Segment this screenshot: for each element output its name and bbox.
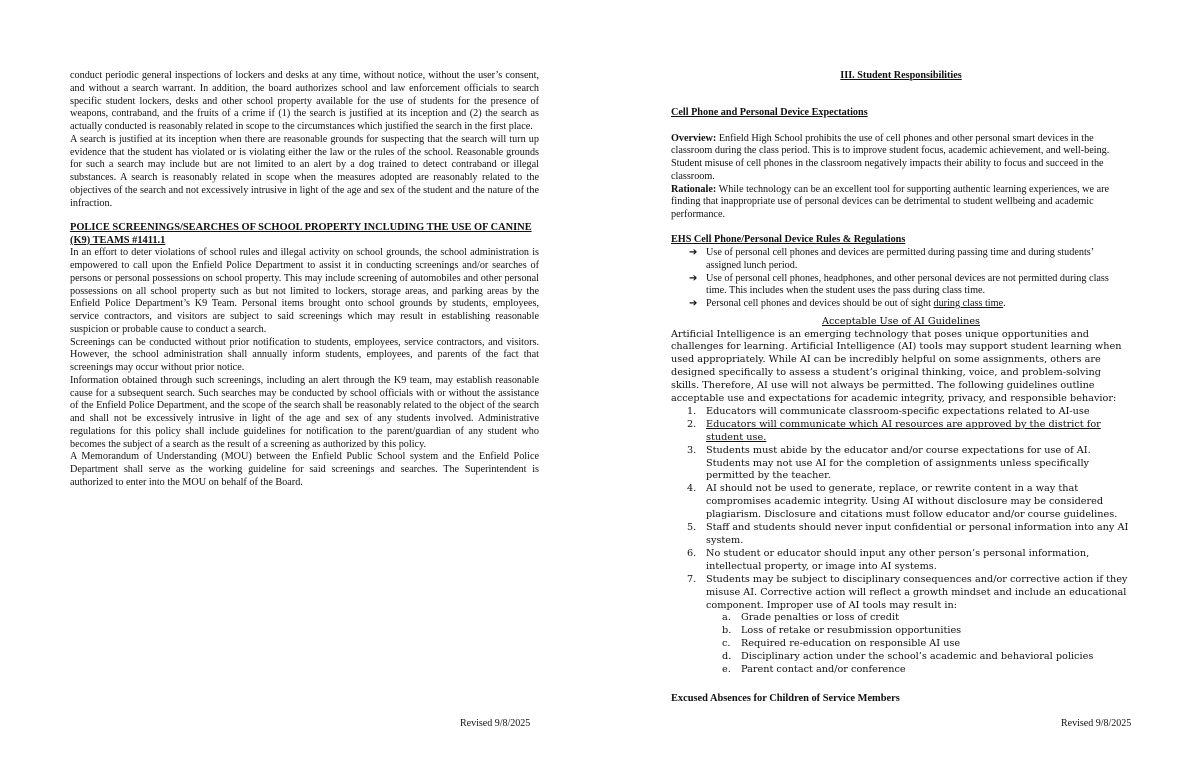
cell-phone-expectations-heading: Cell Phone and Personal Device Expectations: [671, 107, 868, 119]
list-item: [689, 298, 1131, 311]
list-item-text: Students must abide by the educator and/or course expectations for use of AI. Students may not use AI for the completion of assignments unless specifically permitted by the teacher.: [706, 444, 1091, 482]
list-item: [706, 651, 1131, 664]
rule-text: Personal cell phones and devices should be out of sight: [706, 297, 934, 309]
ai-intro-paragraph: Artificial Intelligence is an emerging technology that poses unique opportunities and challenges for learning. Artificial Intelligence (AI) tools may support student learning when used appropriately. While AI can be incredibly helpful on some assignments, others are designed specifically to assess a student’s original thinking, voice, and problem-solving skills. Therefore, AI use will not always be permitted. The following guidelines outline acceptable use and expectations for academic integrity, privacy, and responsible behavior:: [671, 328, 1122, 405]
arrow-right-icon: ➔: [689, 247, 698, 259]
locker-inspection-paragraph: conduct periodic general inspections of lockers and desks at any time, without notice, without the user’s consent, and without a search warrant. In addition, the board authorizes school and law enforcement officials to search specific student lockers, desks and other school property available for the use of students for the presence of weapons, contraband, and the fruits of a crime if (1) the search is justified at its inception and (2) the search as actually conducted is reasonably related in scope to the circumstances which justified the search in the first place.: [70, 70, 539, 132]
right-column: [671, 70, 1131, 677]
rationale-label: Rationale:: [671, 183, 717, 195]
list-item: [706, 625, 1131, 638]
list-item: [689, 273, 1131, 298]
overview-label: Overview:: [671, 132, 717, 144]
screenings-information-paragraph: Information obtained through such screenings, including an alert through the K9 team, may establish reasonable cause for a subsequent search. Such searches may be conducted by school officials with or without the assistance of the Enfield Police Department, and the scope of the search shall be reasonably related to the object of the search and shall not be excessively intrusive in light of the age and sex of any students involved. Administrative regulations for this policy shall include guidelines for notification to the parent/guardian of any student who becomes the subject of a search as the result of a screening as authorized by this policy.: [70, 374, 539, 450]
list-item-text: Grade penalties or loss of credit: [741, 612, 899, 624]
list-item-text: Loss of retake or resubmission opportunities: [741, 625, 962, 637]
device-rules-heading: EHS Cell Phone/Personal Device Rules & Regulations: [671, 234, 906, 246]
list-item: [671, 548, 1131, 574]
screenings-intro-paragraph: In an effort to deter violations of school rules and illegal activity on school grounds, the school administration is empowered to call upon the Enfield Police Department to assist it in conducting screenings and/or searches of persons or personal possessions on school property. This may include screening of automobiles and other personal possessions on all school property such as but not limited to lockers, storage areas, and parking areas by the Enfield Police Department’s K9 Team. Personal items brought onto school grounds by students, employees, service contractors, and visitors are subject to said screenings which may result in establishing reasonable suspicion or probable cause to conduct a search.: [70, 247, 539, 335]
rationale-text: While technology can be an excellent tool for supporting authentic learning experiences, we are finding that inappropriate use of personal devices can be detrimental to student wellbeing and academic performance.: [671, 183, 1110, 220]
list-item: [706, 638, 1131, 651]
search-justification-paragraph: A search is justified at its inception when there are reasonable grounds for suspecting that the search will turn up evidence that the student has violated or is violating either the law or the rules of the school. Reasonable grounds for such a search may include but are not limited to an alert by a dog trained to detect contraband or illegal substances. A search is reasonably related in scope when the measures adopted are reasonably related to the objectives of the search and not excessively intrusive in light of the age and sex of the student and the nature of the infraction.: [70, 133, 539, 209]
arrow-right-icon: ➔: [689, 297, 698, 309]
list-number: a.: [722, 612, 731, 624]
list-number: d.: [722, 651, 732, 663]
rule-suffix: .: [1003, 297, 1006, 309]
list-item-text: Staff and students should never input confidential or personal information into any AI system.: [706, 522, 1129, 547]
rule-text: Use of personal cell phones, headphones, and other personal devices are not permitted during class time. This includes when the student uses the pass during class time.: [706, 272, 1109, 297]
consequences-list: [671, 612, 1131, 677]
list-item: [671, 419, 1131, 445]
list-item: [706, 612, 1131, 625]
police-screenings-heading: POLICE SCREENINGS/SEARCHES OF SCHOOL PROPERTY INCLUDING THE USE OF CANINE (K9) TEAMS #1411.1: [70, 222, 532, 246]
excused-absences-heading: Excused Absences for Children of Service Members: [671, 693, 900, 704]
list-item: [671, 574, 1131, 613]
ai-guidelines-section: [671, 316, 1131, 677]
list-number: 5.: [687, 522, 697, 534]
list-item-text: Disciplinary action under the school’s academic and behavioral policies: [741, 651, 1094, 663]
list-item: [689, 247, 1131, 272]
left-revised-footer: Revised 9/8/2025: [460, 718, 531, 729]
list-number: 1.: [687, 405, 697, 417]
list-item: [671, 522, 1131, 548]
list-number: c.: [722, 638, 731, 650]
list-item-text: No student or educator should input any other person’s personal information, intellectual property, or image into AI systems.: [706, 547, 1090, 572]
ai-guidelines-title: Acceptable Use of AI Guidelines: [821, 315, 981, 327]
list-item: [671, 445, 1131, 484]
arrow-right-icon: ➔: [689, 272, 698, 284]
left-column: [70, 70, 539, 490]
device-rules-list: [671, 247, 1131, 311]
list-item: [671, 406, 1131, 419]
list-item-text: Educators will communicate which AI resources are approved by the district for student use.: [706, 418, 1101, 443]
list-item: [706, 664, 1131, 677]
rule-text: Use of personal cell phones and devices are permitted during passing time and during students’ assigned lunch period.: [706, 247, 1094, 271]
overview-paragraph: [671, 133, 1131, 184]
list-item-text: Required re-education on responsible AI use: [741, 638, 961, 650]
ai-guidelines-list: [671, 406, 1131, 613]
list-item: [671, 483, 1131, 522]
list-item-text: Educators will communicate classroom-specific expectations related to AI-use: [706, 405, 1090, 417]
list-item-text: Parent contact and/or conference: [741, 664, 906, 676]
rule-underlined-text: during class time: [933, 297, 1004, 309]
right-revised-footer: Revised 9/8/2025: [1061, 718, 1132, 729]
list-number: 2.: [687, 418, 697, 430]
list-number: 3.: [687, 444, 697, 456]
list-number: b.: [722, 625, 732, 637]
student-responsibilities-title: III. Student Responsibilities: [840, 70, 962, 81]
overview-text: Enfield High School prohibits the use of cell phones and other personal smart devices in the classroom during the class period. This is to improve student focus, academic achievement, and well-being. Student misuse of cell phones in the classroom negatively impacts their ability to focus and succeed in the classroom.: [671, 132, 1110, 182]
list-number: 4.: [687, 483, 697, 495]
list-number: e.: [722, 664, 731, 676]
list-item-text: AI should not be used to generate, replace, or rewrite content in a way that compromises academic integrity. Using AI without disclosure may be considered plagiarism. Disclosure and citations must follow educator and/or course guidelines.: [706, 483, 1118, 521]
right-page: [600, 0, 1200, 776]
mou-paragraph: A Memorandum of Understanding (MOU) between the Enfield Public School system and the Enfield Police Department shall serve as the working guideline for said screenings and searches. The Superintendent is authorized to enter into the MOU on behalf of the Board.: [70, 451, 539, 488]
rationale-paragraph: [671, 184, 1131, 222]
list-number: 6.: [687, 547, 697, 559]
list-item-text: Students may be subject to disciplinary consequences and/or corrective action if they misuse AI. Corrective action will reflect a growth mindset and include an educational component. Improper use of AI tools may result in:: [706, 573, 1128, 611]
screenings-notice-paragraph: Screenings can be conducted without prior notification to students, employees, service contractors, and visitors. However, the school administration shall annually inform students, employees, and parents of the fact that screenings may occur without prior notice.: [70, 336, 539, 373]
list-number: 7.: [687, 573, 697, 585]
